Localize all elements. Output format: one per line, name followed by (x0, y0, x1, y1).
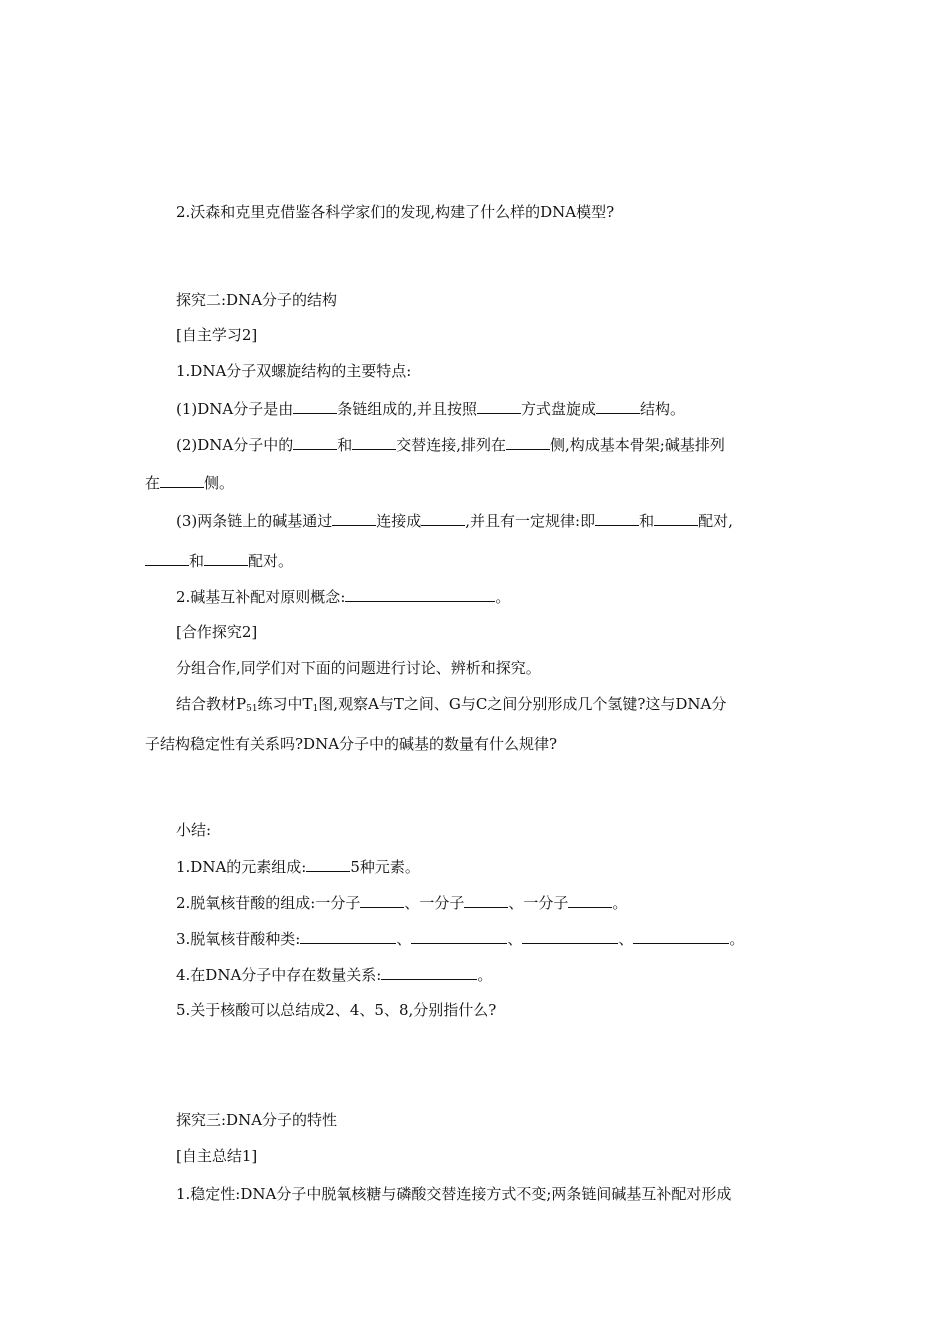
q-sub-page: 51 (246, 704, 258, 714)
group-instruction: 分组合作,同学们对下面的问题进行讨论、辨析和探究。 (176, 659, 541, 677)
section-title-explore2: 探究二:DNA分子的结构 (176, 291, 338, 309)
pairing-rule-text: 2.碱基互补配对原则概念: (176, 588, 346, 606)
summary-3-sep: 、 (618, 930, 634, 948)
feature-2-text-b: 和 (337, 436, 353, 454)
feature-3-text-d: 和 (639, 512, 655, 530)
summary-4 (176, 964, 492, 985)
feature-3-text-c: ,并且有一定规律:即 (465, 512, 596, 530)
q-text-c: 图,观察A与T之间、G与C之间分别形成几个氢键?这与DNA分 (318, 695, 727, 713)
fill-blank[interactable] (596, 398, 640, 414)
feature-3-text-g: 配对。 (248, 552, 294, 570)
pairing-rule-end: 。 (495, 588, 511, 606)
fill-blank[interactable] (633, 928, 729, 944)
fill-blank[interactable] (300, 928, 396, 944)
summary-3-text: 3.脱氧核苷酸种类: (176, 930, 301, 948)
feature-3-text-e: 配对, (698, 512, 733, 530)
feature-2-text-f: 侧。 (204, 474, 235, 492)
fill-blank[interactable] (293, 434, 337, 450)
fill-blank[interactable] (345, 586, 495, 602)
summary-3 (176, 928, 744, 949)
fill-blank[interactable] (145, 550, 189, 566)
fill-blank[interactable] (421, 510, 465, 526)
feature-2-text-c: 交替连接,排列在 (396, 436, 507, 454)
pairing-rule (176, 586, 510, 607)
summary-1-text: 1.DNA的元素组成: (176, 858, 307, 876)
heading-self-study-2: [自主学习2] (176, 326, 258, 344)
heading-coop-2: [合作探究2] (176, 623, 258, 641)
summary-3-end: 。 (729, 930, 745, 948)
summary-5: 5.关于核酸可以总结成2、4、5、8,分别指什么? (176, 1001, 497, 1019)
fill-blank[interactable] (360, 892, 404, 908)
stability-text: 1.稳定性:DNA分子中脱氧核糖与磷酸交替连接方式不变;两条链间碱基互补配对形成 (176, 1185, 732, 1203)
fill-blank[interactable] (204, 550, 248, 566)
summary-1 (176, 856, 420, 877)
summary-2 (176, 892, 627, 913)
question-hydrogen-bonds (176, 694, 726, 719)
fill-blank[interactable] (381, 964, 477, 980)
feature-1-text-a: (1)DNA分子是由 (176, 400, 294, 418)
fill-blank[interactable] (306, 856, 350, 872)
fill-blank[interactable] (293, 398, 337, 414)
feature-3-text-b: 连接成 (376, 512, 422, 530)
fill-blank[interactable] (506, 434, 550, 450)
feature-3-cont (145, 550, 293, 571)
heading-self-summary-1: [自主总结1] (176, 1147, 258, 1165)
fill-blank[interactable] (477, 398, 521, 414)
feature-2-text-d: 侧,构成基本骨架;碱基排列 (550, 436, 725, 454)
fill-blank[interactable] (160, 472, 204, 488)
section-title-explore3: 探究三:DNA分子的特性 (176, 1111, 338, 1129)
summary-1-end: 5种元素。 (350, 858, 420, 876)
summary-4-text: 4.在DNA分子中存在数量关系: (176, 966, 382, 984)
feature-2-text-e: 在 (145, 474, 161, 492)
fill-blank[interactable] (654, 510, 698, 526)
fill-blank[interactable] (595, 510, 639, 526)
feature-1-text-c: 方式盘旋成 (521, 400, 597, 418)
feature-1-text-b: 条链组成的,并且按照 (337, 400, 478, 418)
fill-blank[interactable] (568, 892, 612, 908)
feature-3-text-a: (3)两条链上的碱基通过 (176, 512, 333, 530)
q-text-b: 练习中T (257, 695, 313, 713)
fill-blank[interactable] (464, 892, 508, 908)
features-title: 1.DNA分子双螺旋结构的主要特点: (176, 362, 412, 380)
summary-3-sep: 、 (507, 930, 523, 948)
fill-blank[interactable] (352, 434, 396, 450)
feature-2-cont (145, 472, 234, 493)
summary-title: 小结: (176, 821, 212, 839)
summary-4-end: 。 (477, 966, 493, 984)
fill-blank[interactable] (522, 928, 618, 944)
question-hydrogen-bonds-cont: 子结构稳定性有关系吗?DNA分子中的碱基的数量有什么规律? (145, 735, 558, 753)
summary-2-end: 。 (612, 894, 628, 912)
fill-blank[interactable] (411, 928, 507, 944)
q-text-a: 结合教材P (176, 695, 247, 713)
summary-2-text-c: 、一分子 (508, 894, 569, 912)
q-sub-t: 1 (312, 704, 319, 714)
feature-3 (176, 510, 733, 531)
feature-3-text-f: 和 (189, 552, 205, 570)
fill-blank[interactable] (332, 510, 376, 526)
feature-2-text-a: (2)DNA分子中的 (176, 436, 294, 454)
feature-1 (176, 398, 685, 419)
summary-3-sep: 、 (396, 930, 412, 948)
feature-1-text-d: 结构。 (640, 400, 686, 418)
question-dna-model: 2.沃森和克里克借鉴各科学家们的发现,构建了什么样的DNA模型? (176, 203, 615, 221)
summary-2-text-b: 、一分子 (404, 894, 465, 912)
feature-2 (176, 434, 725, 455)
summary-2-text-a: 2.脱氧核苷酸的组成:一分子 (176, 894, 361, 912)
